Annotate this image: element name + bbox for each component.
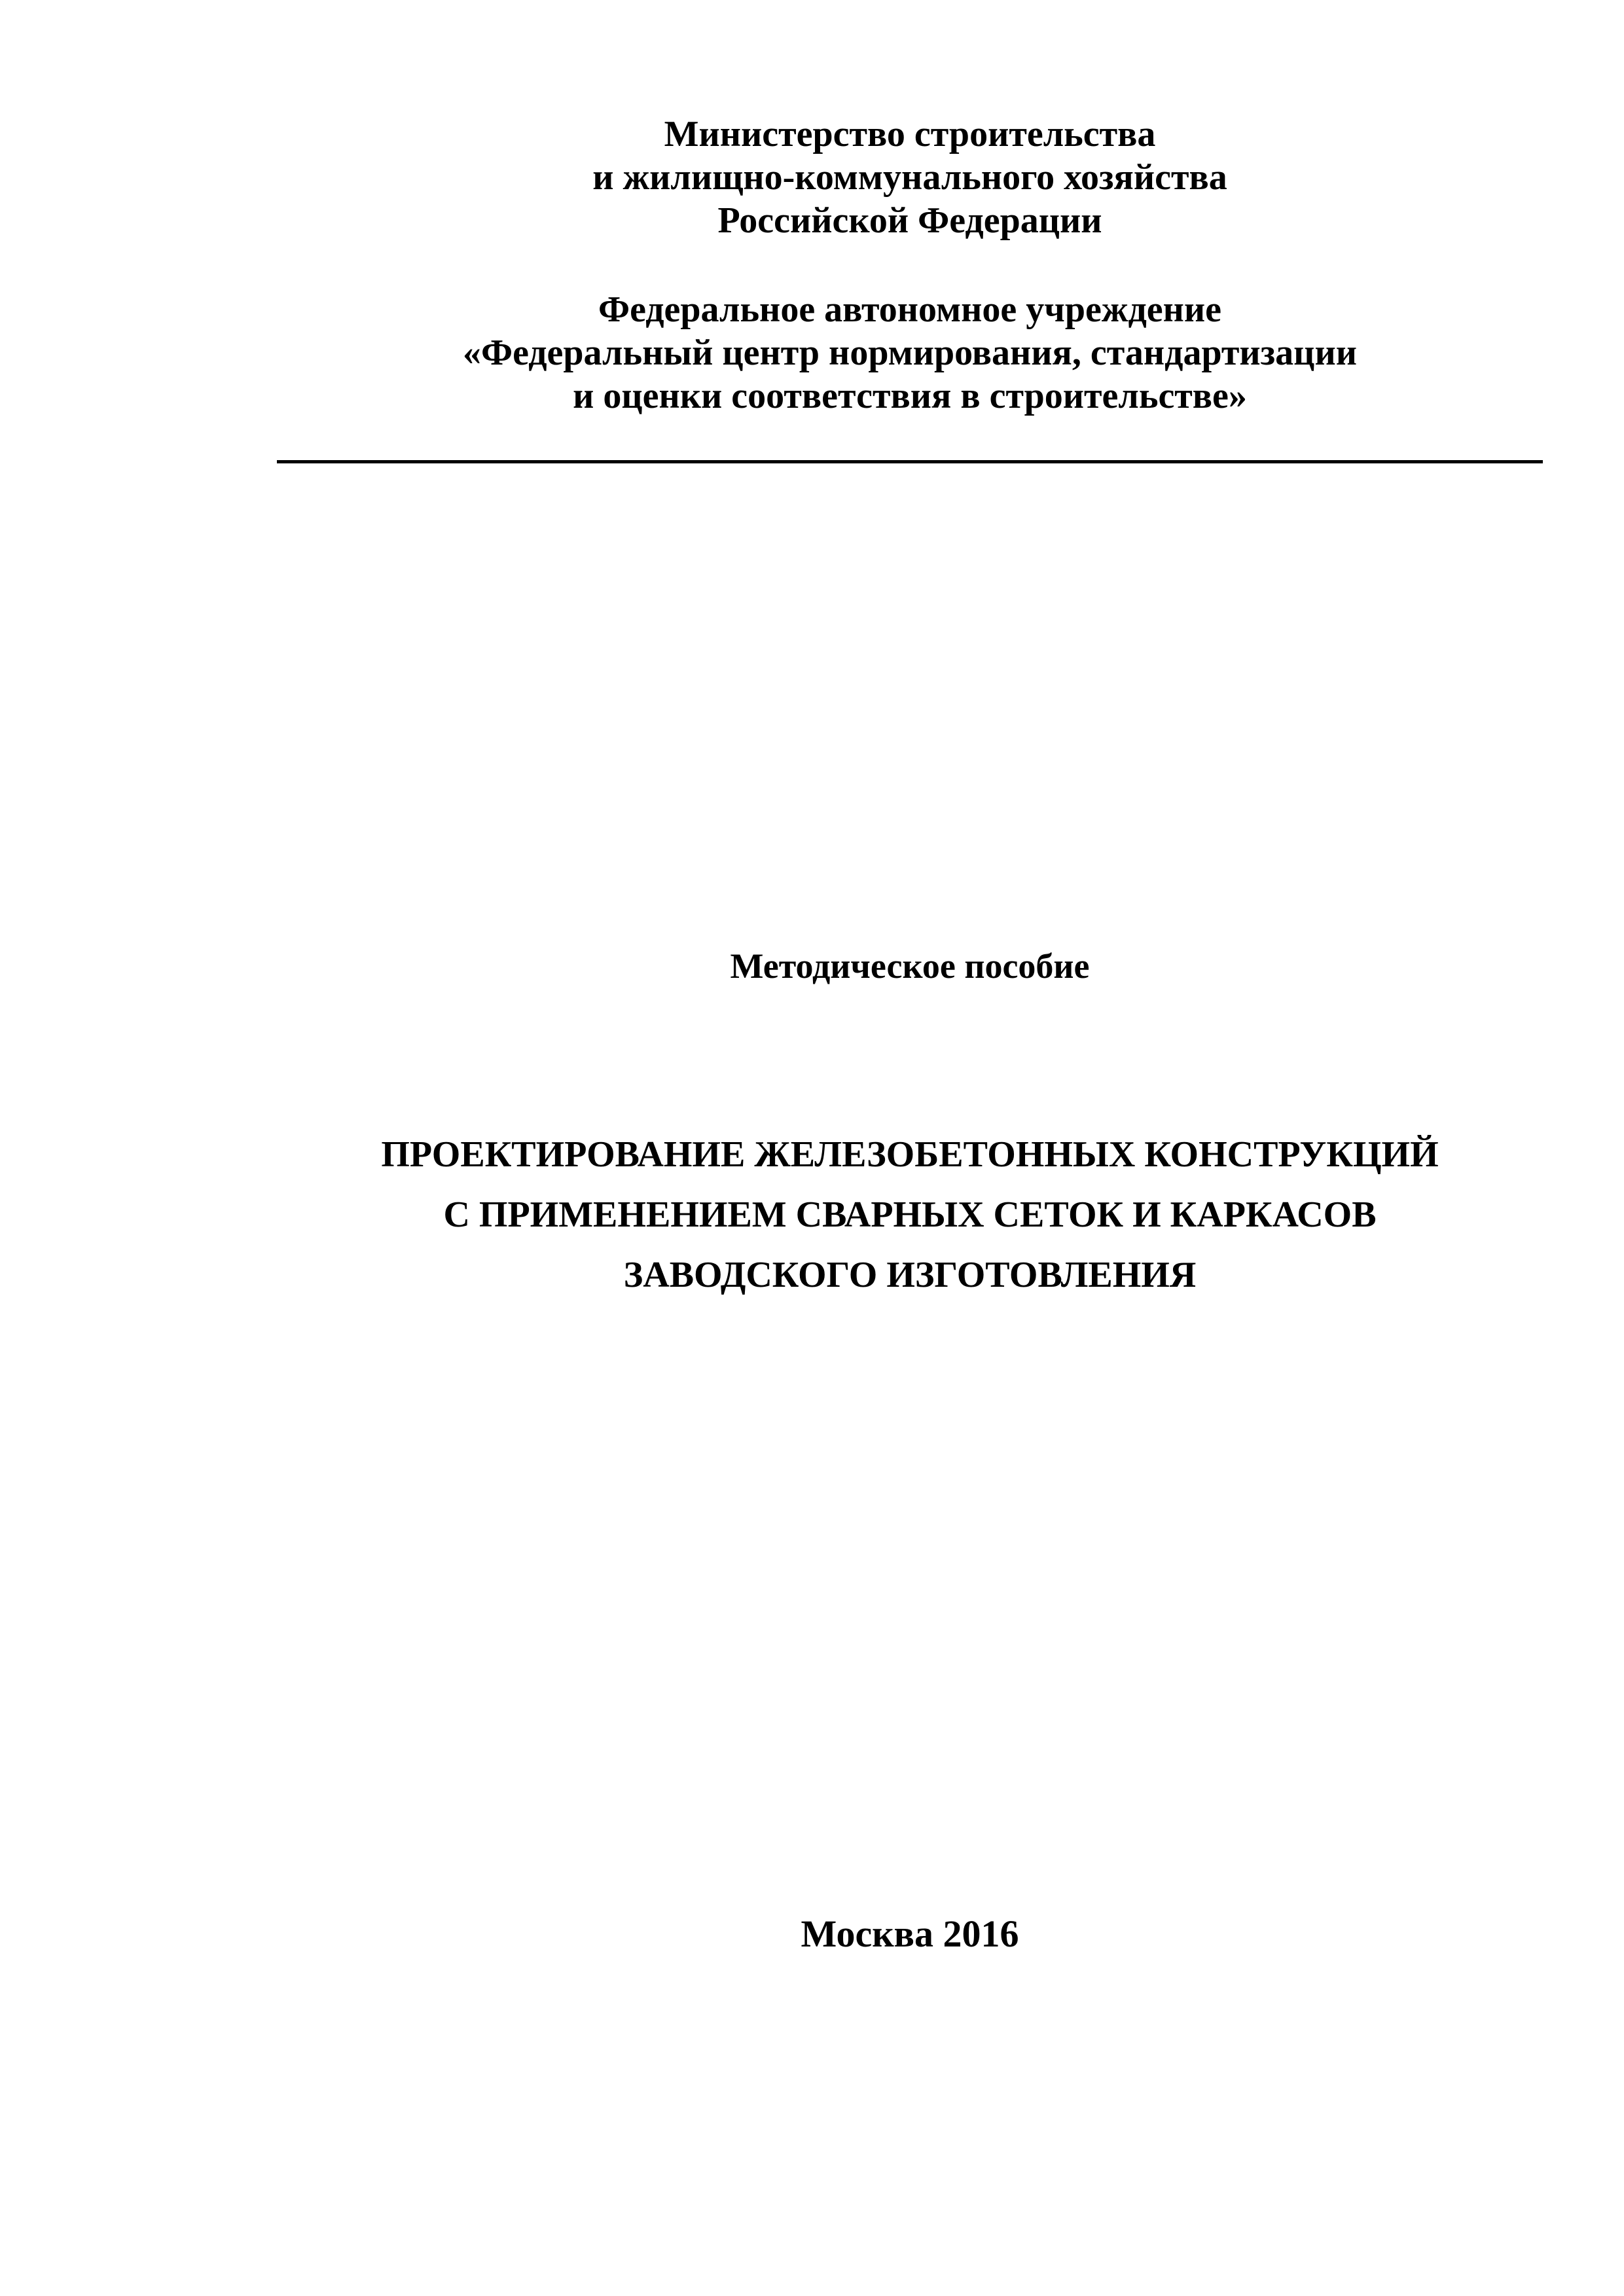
header-divider bbox=[277, 460, 1543, 463]
institution-name bbox=[281, 288, 1538, 418]
title-line-1: ПРОЕКТИРОВАНИЕ ЖЕЛЕЗОБЕТОННЫХ КОНСТРУКЦИЙ bbox=[381, 1134, 1439, 1175]
ministry-line-1: Министерство строительства bbox=[664, 114, 1156, 154]
publication-place-year: Москва 2016 bbox=[801, 1912, 1019, 1955]
institution-line-1: Федеральное автономное учреждение bbox=[598, 289, 1222, 330]
title-line-2: С ПРИМЕНЕНИЕМ СВАРНЫХ СЕТОК И КАРКАСОВ bbox=[443, 1194, 1377, 1235]
institution-line-3: и оценки соответствия в строительстве» bbox=[573, 376, 1247, 416]
ministry-name bbox=[281, 113, 1538, 242]
document-title bbox=[281, 1124, 1538, 1305]
ministry-line-3: Российской Федерации bbox=[717, 200, 1102, 241]
title-line-3: ЗАВОДСКОГО ИЗГОТОВЛЕНИЯ bbox=[623, 1255, 1197, 1295]
document-type: Методическое пособие bbox=[730, 946, 1090, 986]
ministry-line-2: и жилищно-коммунального хозяйства bbox=[592, 157, 1227, 198]
institution-line-2: «Федеральный центр нормирования, стандартизации bbox=[463, 332, 1357, 373]
